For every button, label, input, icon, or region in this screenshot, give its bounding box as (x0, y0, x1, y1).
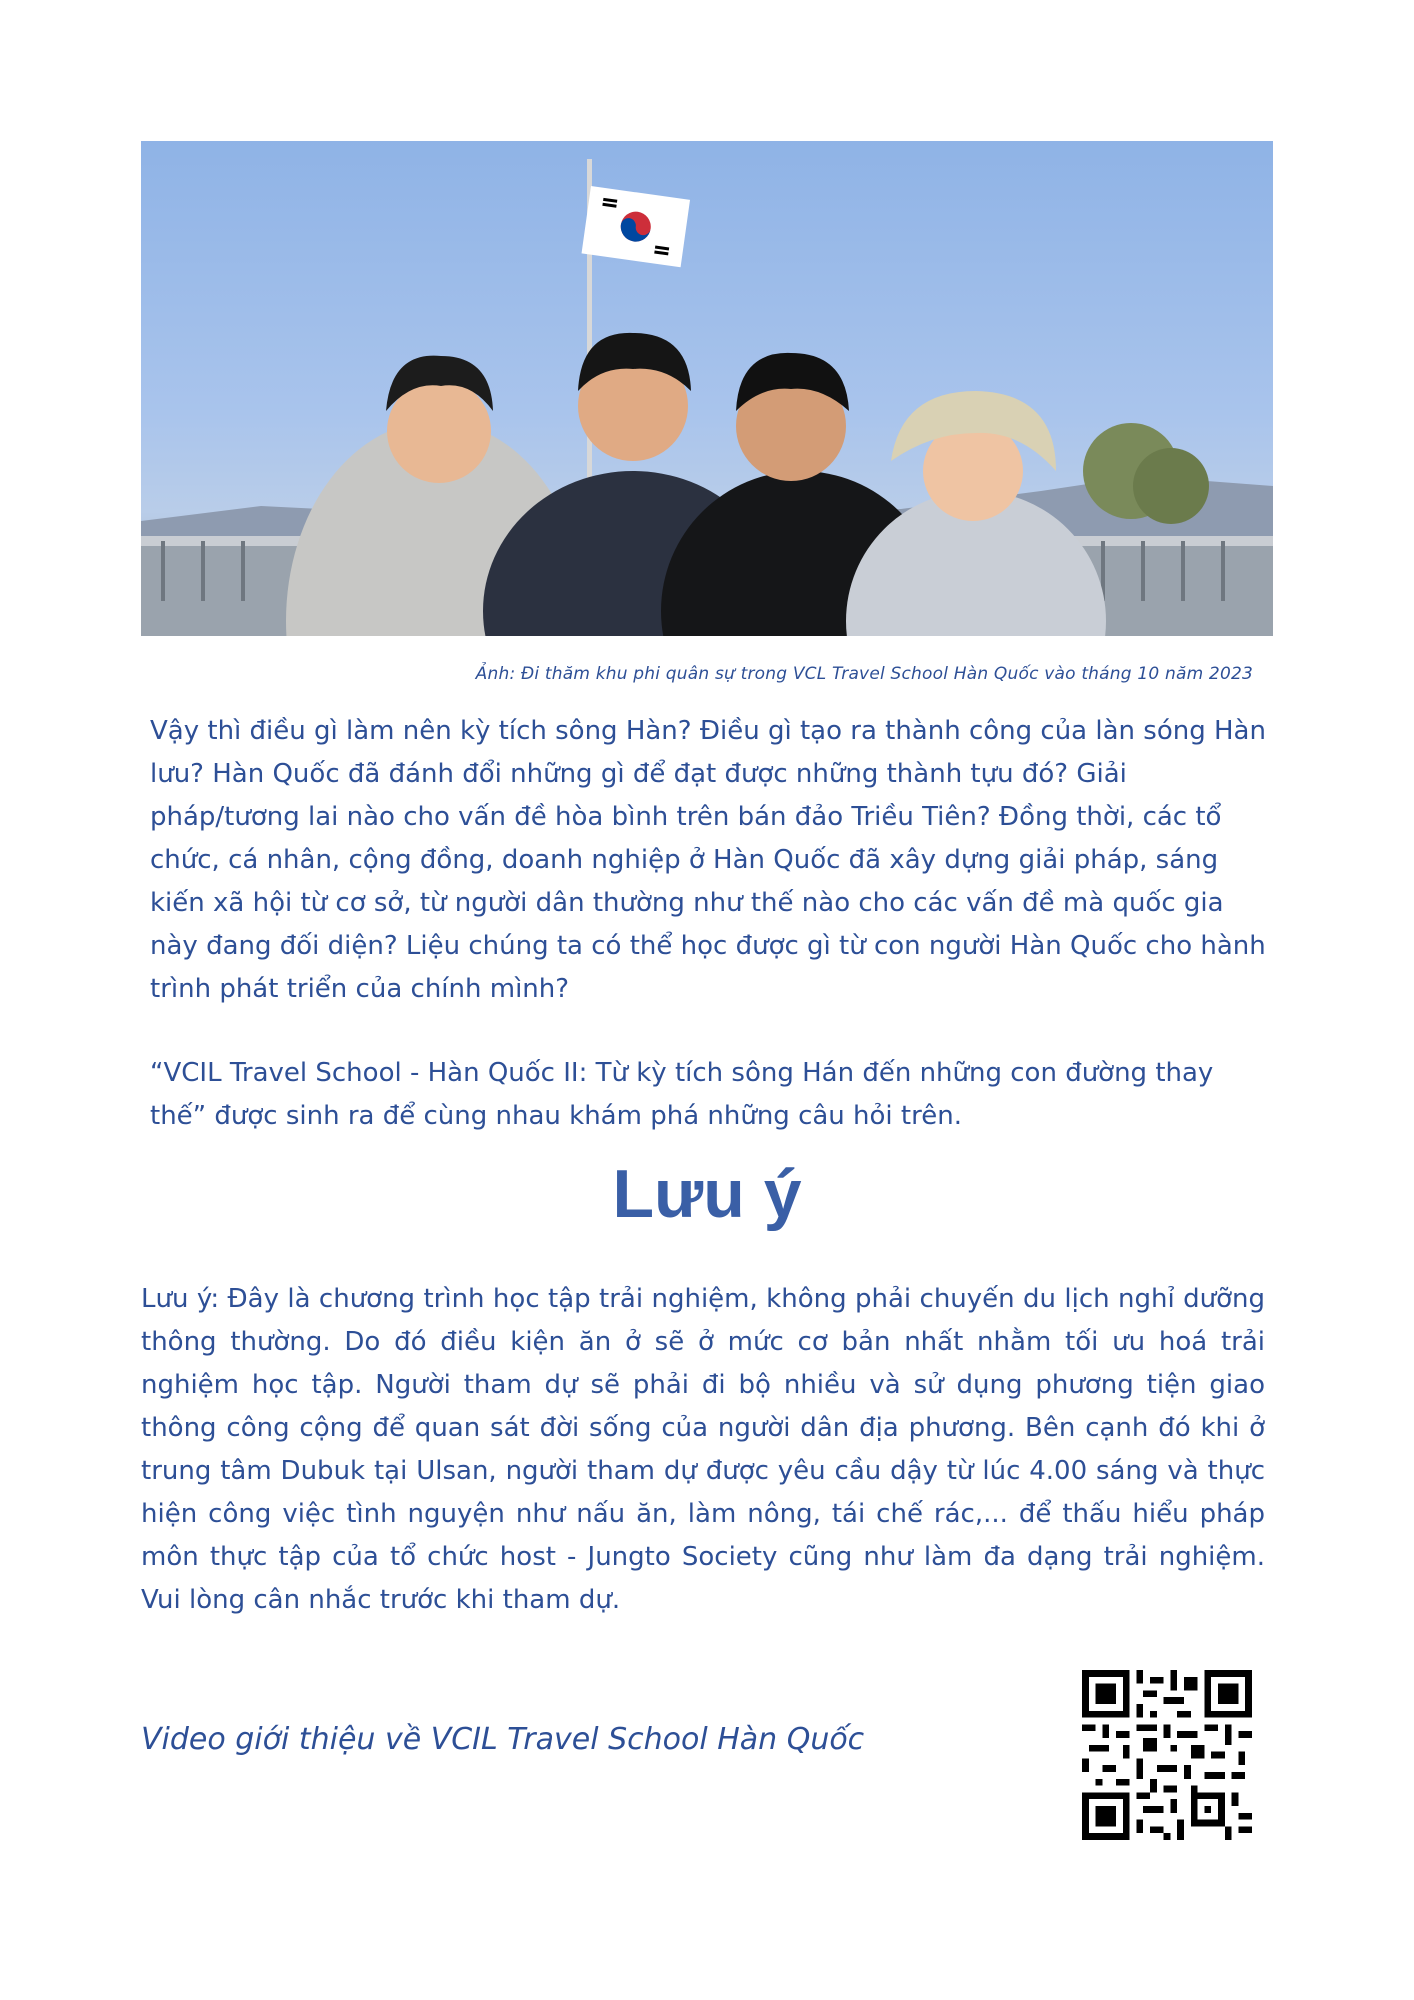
group-photo-illustration (141, 141, 1273, 636)
intro-paragraph: Vậy thì điều gì làm nên kỳ tích sông Hàn? Điều gì tạo ra thành công của làn sóng Hàn lưu? Hàn Quốc đã đánh đổi những gì để đạt được những thành tựu đó? Giải pháp/tương lai nào cho vấn đề hòa bình trên bán đảo Triều Tiên? Đồng thời, các tổ chức, cá nhân, cộng đồng, doanh nghiệp ở Hàn Quốc đã xây dựng giải pháp, sáng kiến xã hội từ cơ sở, từ người dân thường như thế nào cho các vấn đề mà quốc gia này đang đối diện? Liệu chúng ta có thể học được gì từ con người Hàn Quốc cho hành trình phát triển của chính mình? (150, 716, 1266, 1004)
group-photo (141, 141, 1273, 636)
video-intro-link[interactable]: Video giới thiệu về VCIL Travel School Hàn Quốc (141, 1722, 865, 1757)
section-heading: Lưu ý (612, 1156, 802, 1232)
note-paragraph: Lưu ý: Đây là chương trình học tập trải nghiệm, không phải chuyến du lịch nghỉ dưỡng thông thường. Do đó điều kiện ăn ở sẽ ở mức cơ bản nhất nhằm tối ưu hoá trải nghiệm học tập. Người tham dự sẽ phải đi bộ nhiều và sử dụng phương tiện giao thông công cộng để quan sát đời sống của người dân địa phương. Bên cạnh đó khi ở trung tâm Dubuk tại Ulsan, người tham dự được yêu cầu dậy từ lúc 4.00 sáng và thực hiện công việc tình nguyện như nấu ăn, làm nông, tái chế rác,... để thấu hiểu pháp môn thực tập của tổ chức host - Jungto Society cũng như làm đa dạng trải nghiệm. Vui lòng cân nhắc trước khi tham dự. (141, 1284, 1265, 1615)
photo-caption: Ảnh: Đi thăm khu phi quân sự trong VCL Travel School Hàn Quốc vào tháng 10 năm 2023 (475, 664, 1253, 684)
program-paragraph: “VCIL Travel School - Hàn Quốc II: Từ kỳ tích sông Hán đến những con đường thay thế” được sinh ra để cùng nhau khám phá những câu hỏi trên. (150, 1058, 1214, 1131)
qr-code-icon[interactable] (1082, 1670, 1252, 1840)
